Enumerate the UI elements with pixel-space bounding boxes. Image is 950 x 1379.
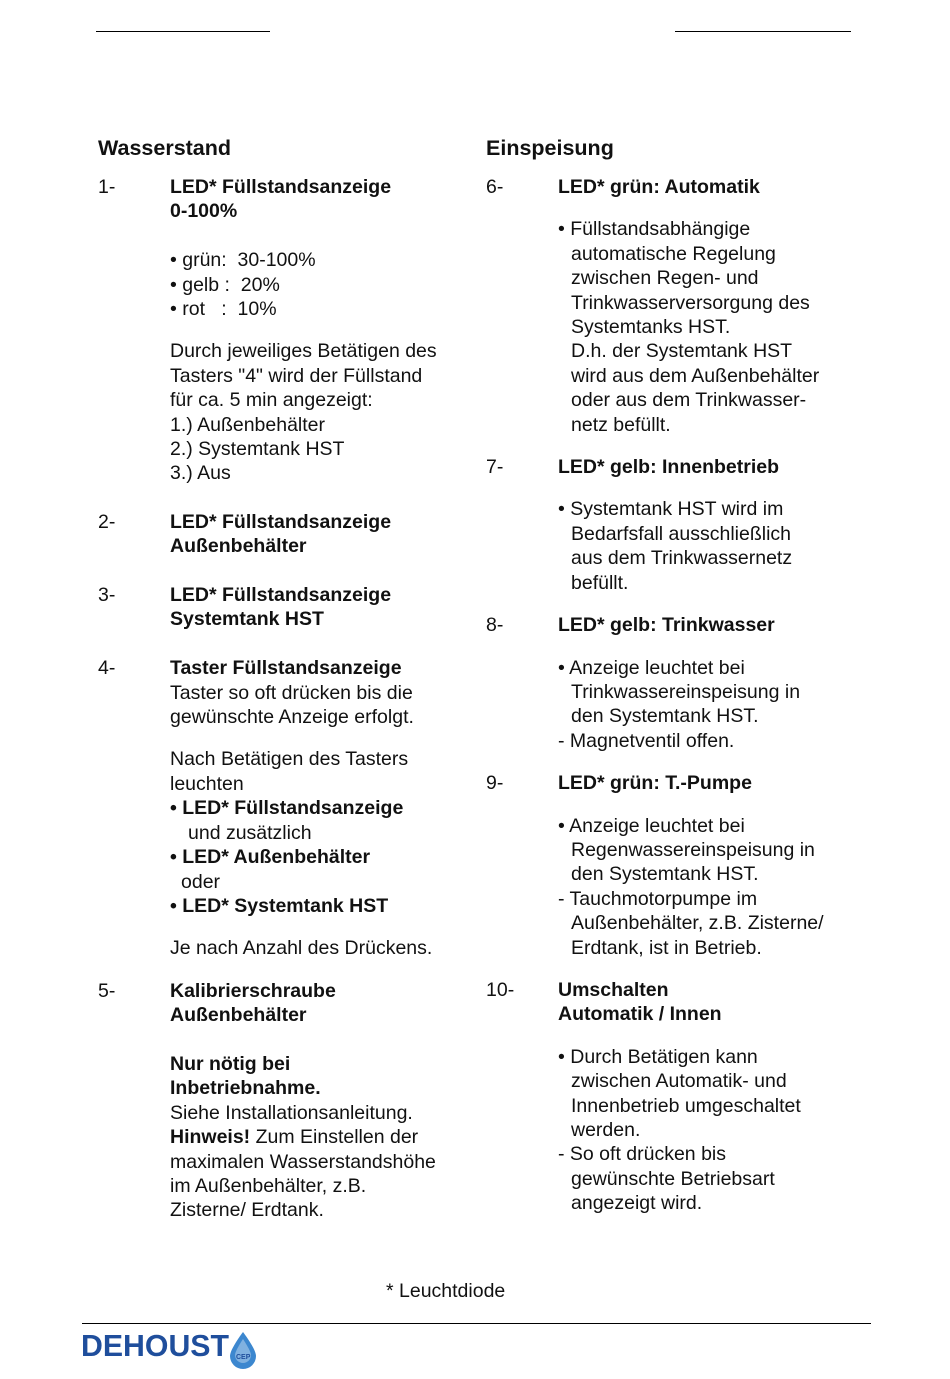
item-number: 2- [98,510,116,533]
bullet-line: • Füllstandsabhängige [558,218,751,241]
logo-cep-label: CEP [236,1354,251,1361]
column-einspeisung [486,133,856,1216]
body-line: oder [181,870,221,893]
bullet-line: • rot : 10% [170,298,277,321]
item-heading: LED* gelb: Innenbetrieb [558,456,780,479]
body-line: gewünschte Anzeige erfolgt. [170,706,414,729]
body-line: Trinkwasserversorgung des [571,291,810,314]
item-number: 10- [486,978,515,1001]
bullet-line: • Durch Betätigen kann [558,1045,758,1068]
body-line: gewünschte Betriebsart [571,1167,775,1190]
bullet-line: • Anzeige leuchtet bei [558,656,745,679]
dash-line: - Magnetventil offen. [558,729,735,752]
item-number: 9- [486,772,504,795]
item-5 [98,979,468,1223]
item-heading: Außenbehälter [170,535,307,558]
body-line: wird aus dem Außenbehälter [571,364,820,387]
item-heading: Systemtank HST [170,608,324,631]
body-line: aus dem Trinkwassernetz [571,547,793,570]
body-line: Außenbehälter, z.B. Zisterne/ [571,912,824,935]
body-line: maximalen Wasserstandshöhe [170,1150,436,1173]
footnote: * Leuchtdiode [386,1280,506,1302]
body-line: Trinkwassereinspeisung in [571,680,801,703]
item-number: 8- [486,614,504,637]
body-line: D.h. der Systemtank HST [571,340,793,363]
body-line: Regenwassereinspeisung in [571,838,815,861]
body-line: Durch jeweiliges Betätigen des [170,340,437,363]
bullet-line: • LED* Füllstandsanzeige [170,797,404,820]
item-number: 1- [98,176,116,198]
item-3 [98,583,468,632]
item-heading: Automatik / Innen [558,1003,722,1026]
bullet-line: • LED* Systemtank HST [170,894,389,917]
item-4 [98,656,468,960]
bullet-line: • gelb : 20% [170,273,280,296]
item-heading: Taster Füllstandsanzeige [170,657,402,680]
body-line: Bedarfsfall ausschließlich [571,522,792,545]
body-line: Systemtanks HST. [571,316,731,339]
body-line: im Außenbehälter, z.B. [170,1174,367,1197]
body-line: leuchten [170,772,244,795]
item-10 [486,978,856,1216]
bullet-line: • grün: 30-100% [170,249,316,272]
body-line: zwischen Regen- und [571,267,759,290]
item-heading: LED* Füllstandsanzeige [170,510,392,533]
item-heading: LED* grün: T.-Pumpe [558,772,752,795]
body-line: automatische Regelung [571,242,776,265]
section-title-einspeisung: Einspeisung [486,136,614,160]
body-line: werden. [571,1119,641,1141]
item-heading: LED* Füllstandsanzeige [170,176,392,198]
item-1 [98,175,468,486]
item-number: 5- [98,979,116,1002]
body-line: 1.) Außenbehälter [170,413,326,436]
item-number: 3- [98,584,116,607]
item-heading: LED* grün: Automatik [558,176,760,198]
body-line: Je nach Anzahl des Drückens. [170,937,433,960]
body-line: 2.) Systemtank HST [170,438,345,461]
body-line: den Systemtank HST. [571,863,759,886]
hint-label: Hinweis! [170,1126,251,1149]
body-line: zwischen Automatik- und [571,1070,787,1093]
item-2 [98,510,468,559]
item-6 [486,175,856,437]
body-line: oder aus dem Trinkwasser- [571,389,807,412]
note-line: Nur nötig bei [170,1052,291,1075]
body-line: für ca. 5 min angezeigt: [170,389,373,412]
item-heading: Umschalten [558,978,669,1001]
item-heading: LED* gelb: Trinkwasser [558,614,775,637]
section-title-wasserstand: Wasserstand [98,136,232,160]
body-line: und zusätzlich [188,821,312,844]
column-wasserstand [98,133,468,1223]
body-line: netz befüllt. [571,413,671,436]
body-line: befüllt. [571,571,629,594]
dash-line: - So oft drücken bis [558,1143,726,1166]
bullet-line: • Systemtank HST wird im [558,498,784,521]
dash-line: - Tauchmotorpumpe im [558,887,758,910]
body-line: Innenbetrieb umgeschaltet [571,1094,801,1117]
bullet-line: • LED* Außenbehälter [170,846,371,869]
logo-wordmark: DEHOUST [81,1328,230,1363]
body-line: Zisterne/ Erdtank. [170,1199,324,1222]
item-heading: LED* Füllstandsanzeige [170,584,392,607]
body-line: Taster so oft drücken bis die [170,681,413,704]
item-heading: Außenbehälter [170,1004,307,1027]
body-line: Siehe Installationsanleitung. [170,1101,413,1124]
body-line: angezeigt wird. [571,1192,703,1215]
item-number: 6- [486,176,504,198]
body-line: Tasters "4" wird der Füllstand [170,364,423,387]
hint-line [170,1125,468,1149]
item-7 [486,455,856,595]
item-number: 4- [98,657,116,680]
hint-text: Zum Einstellen der [250,1126,419,1149]
note-line: Inbetriebnahme. [170,1077,321,1100]
bullet-line: • Anzeige leuchtet bei [558,814,745,837]
body-line: 3.) Aus [170,462,231,485]
header-rule-left [96,31,270,32]
item-number: 7- [486,456,504,479]
item-9 [486,771,856,960]
item-heading: Kalibrierschraube [170,979,336,1002]
body-line: Erdtank, ist in Betrieb. [571,936,762,959]
body-line: Nach Betätigen des Tasters [170,748,409,771]
item-heading: 0-100% [170,200,238,223]
dehoust-logo [81,1322,261,1372]
header-rule-right [675,31,851,32]
body-line: den Systemtank HST. [571,705,759,728]
item-8 [486,613,856,753]
